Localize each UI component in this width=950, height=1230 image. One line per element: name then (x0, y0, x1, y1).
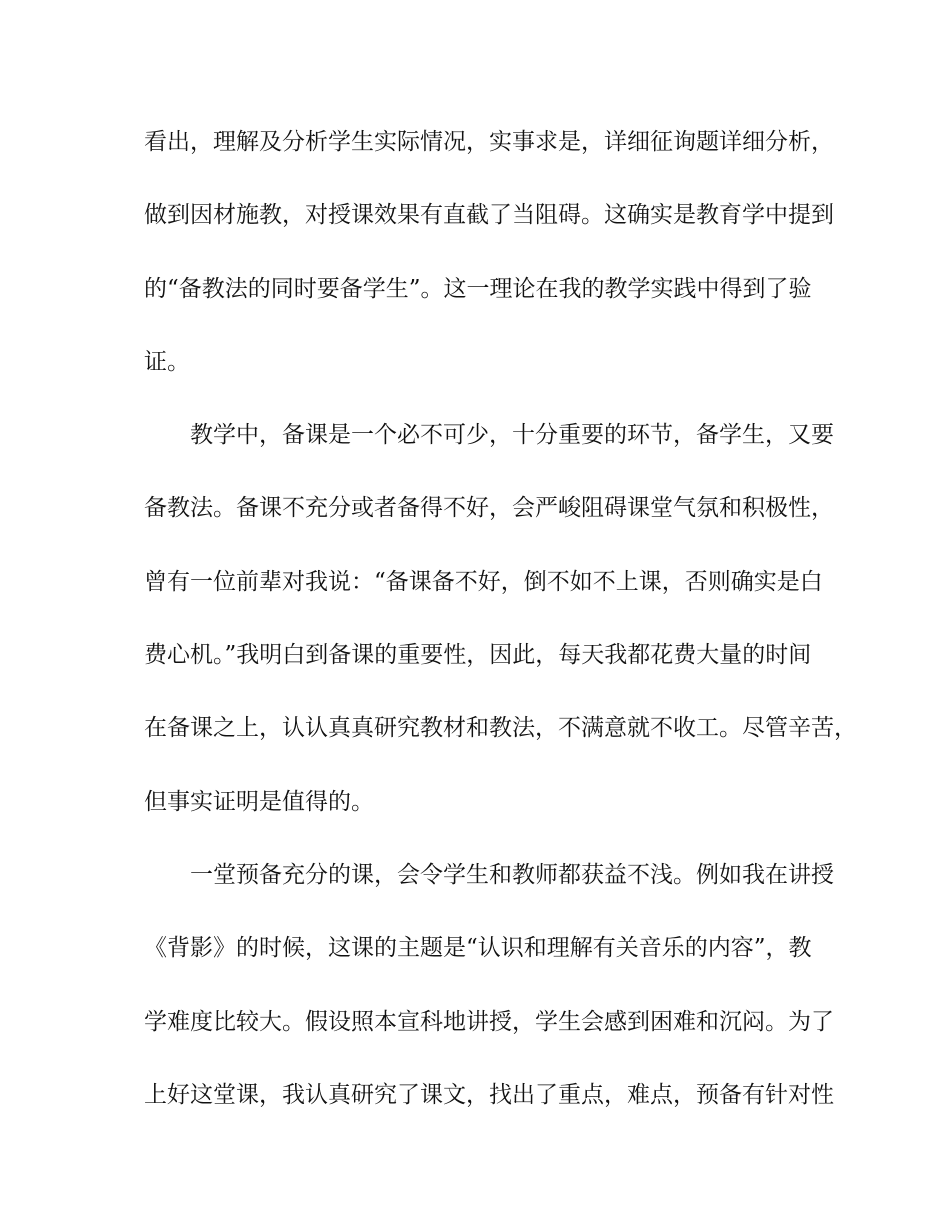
text-line: 看出，理解及分析学生实际情况，实事求是，详细征询题详细分析， (144, 129, 834, 155)
text-line: 做到因材施教，对授课效果有直截了当阻碍。这确实是教育学中提到 (144, 202, 834, 229)
text-line: 学难度比较大。假设照本宣科地讲授，学生会感到困难和沉闷。为了 (144, 1008, 834, 1035)
text-line: 证。 (144, 348, 190, 375)
text-line: 曾有一位前辈对我说：“备课备不好，倒不如不上课，否则确实是白 (144, 568, 823, 595)
text-line: 备教法。备课不充分或者备得不好，会严峻阻碍课堂气氛和积极性， (144, 495, 834, 522)
body-text (144, 118, 857, 1144)
text-line: 但事实证明是值得的。 (144, 788, 374, 815)
text-line: 的“备教法的同时要备学生”。这一理论在我的教学实践中得到了验 (144, 275, 812, 302)
text-line: 上好这堂课，我认真研究了课文，找出了重点，难点，预备有针对性 (144, 1081, 834, 1108)
text-line: 《背影》的时候，这课的主题是“认识和理解有关音乐的内容”，教 (144, 935, 812, 962)
text-line: 费心机。”我明白到备课的重要性，因此，每天我都花费大量的时间 (144, 642, 812, 669)
text-line: 在备课之上，认认真真研究教材和教法，不满意就不收工。尽管辛苦， (144, 715, 857, 742)
paragraph-first-line: 一堂预备充分的课，会令学生和教师都获益不浅。例如我在讲授 (190, 861, 834, 888)
paragraph-first-line: 教学中，备课是一个必不可少，十分重要的环节，备学生，又要 (190, 422, 834, 449)
